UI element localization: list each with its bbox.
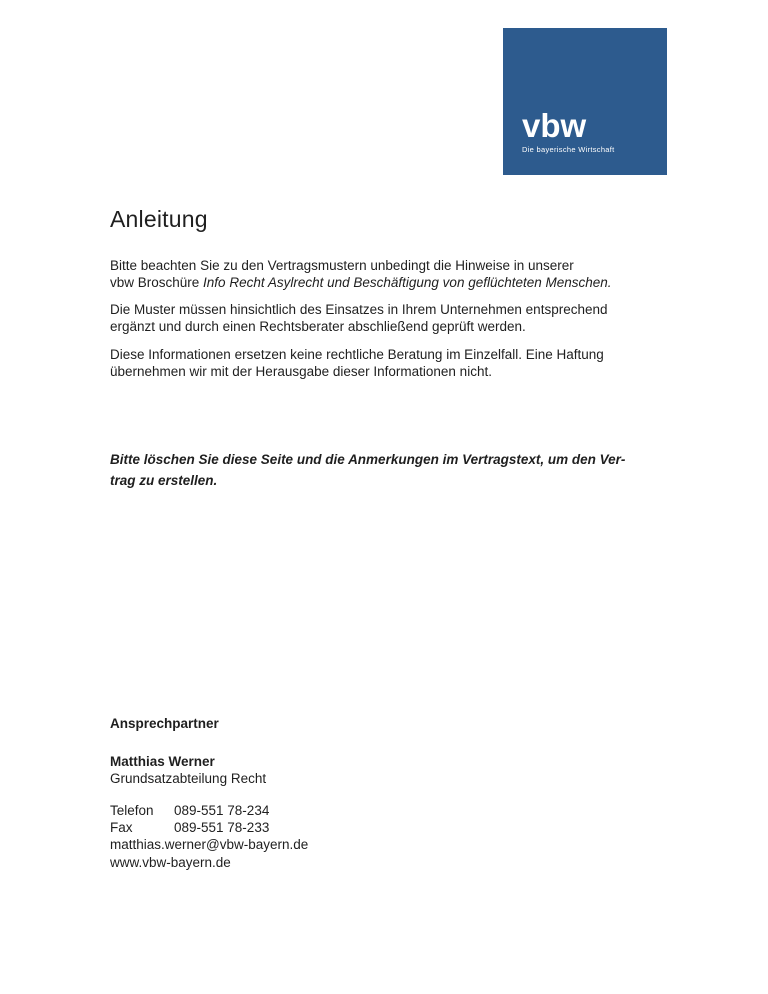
paragraph-haftung-line2: übernehmen wir mit der Herausgabe dieser Informationen nicht. <box>110 364 492 379</box>
paragraph-notice <box>110 257 690 291</box>
paragraph-muster <box>110 301 690 335</box>
fax-label: Fax <box>110 820 133 836</box>
delete-page-note <box>110 450 690 491</box>
contact-details <box>110 802 308 871</box>
page-title: Anleitung <box>110 206 208 232</box>
paragraph-notice-line2: vbw Broschüre Info Recht Asylrecht und Beschäftigung von geflüchteten Menschen. <box>110 275 612 290</box>
contact-email: matthias.werner@vbw-bayern.de <box>110 837 309 853</box>
paragraph-muster-line2: ergänzt und durch einen Rechtsberater abschließend geprüft werden. <box>110 319 526 334</box>
contact-person <box>110 753 266 787</box>
delete-page-note-line1: Bitte löschen Sie diese Seite und die Anmerkungen im Vertragstext, um den Ver- <box>110 452 626 467</box>
contact-website: www.vbw-bayern.de <box>110 854 231 870</box>
contact-heading: Ansprechpartner <box>110 716 219 731</box>
contact-department: Grundsatzabteilung Recht <box>110 771 267 786</box>
contact-fax-row <box>110 819 308 836</box>
phone-label: Telefon <box>110 803 154 818</box>
paragraph-haftung-line1: Diese Informationen ersetzen keine rechtliche Beratung im Einzelfall. Eine Haftung <box>110 347 604 362</box>
brochure-title: Info Recht Asylrecht und Beschäftigung von geflüchteten Menschen. <box>203 275 612 290</box>
vbw-logo <box>503 28 667 175</box>
paragraph-haftung <box>110 346 690 380</box>
vbw-logo-tagline: Die bayerische Wirtschaft <box>522 145 615 154</box>
phone-value: 089-551 78-234 <box>174 803 270 818</box>
paragraph-notice-line1: Bitte beachten Sie zu den Vertragsmustern unbedingt die Hinweise in unserer <box>110 258 574 273</box>
fax-value: 089-551 78-233 <box>174 820 270 836</box>
paragraph-muster-line1: Die Muster müssen hinsichtlich des Einsatzes in Ihrem Unternehmen entsprechend <box>110 302 608 317</box>
delete-page-note-line2: trag zu erstellen. <box>110 472 218 488</box>
contact-name: Matthias Werner <box>110 754 215 769</box>
vbw-logo-wordmark: vbw <box>522 106 587 144</box>
contact-phone-row <box>110 802 308 819</box>
